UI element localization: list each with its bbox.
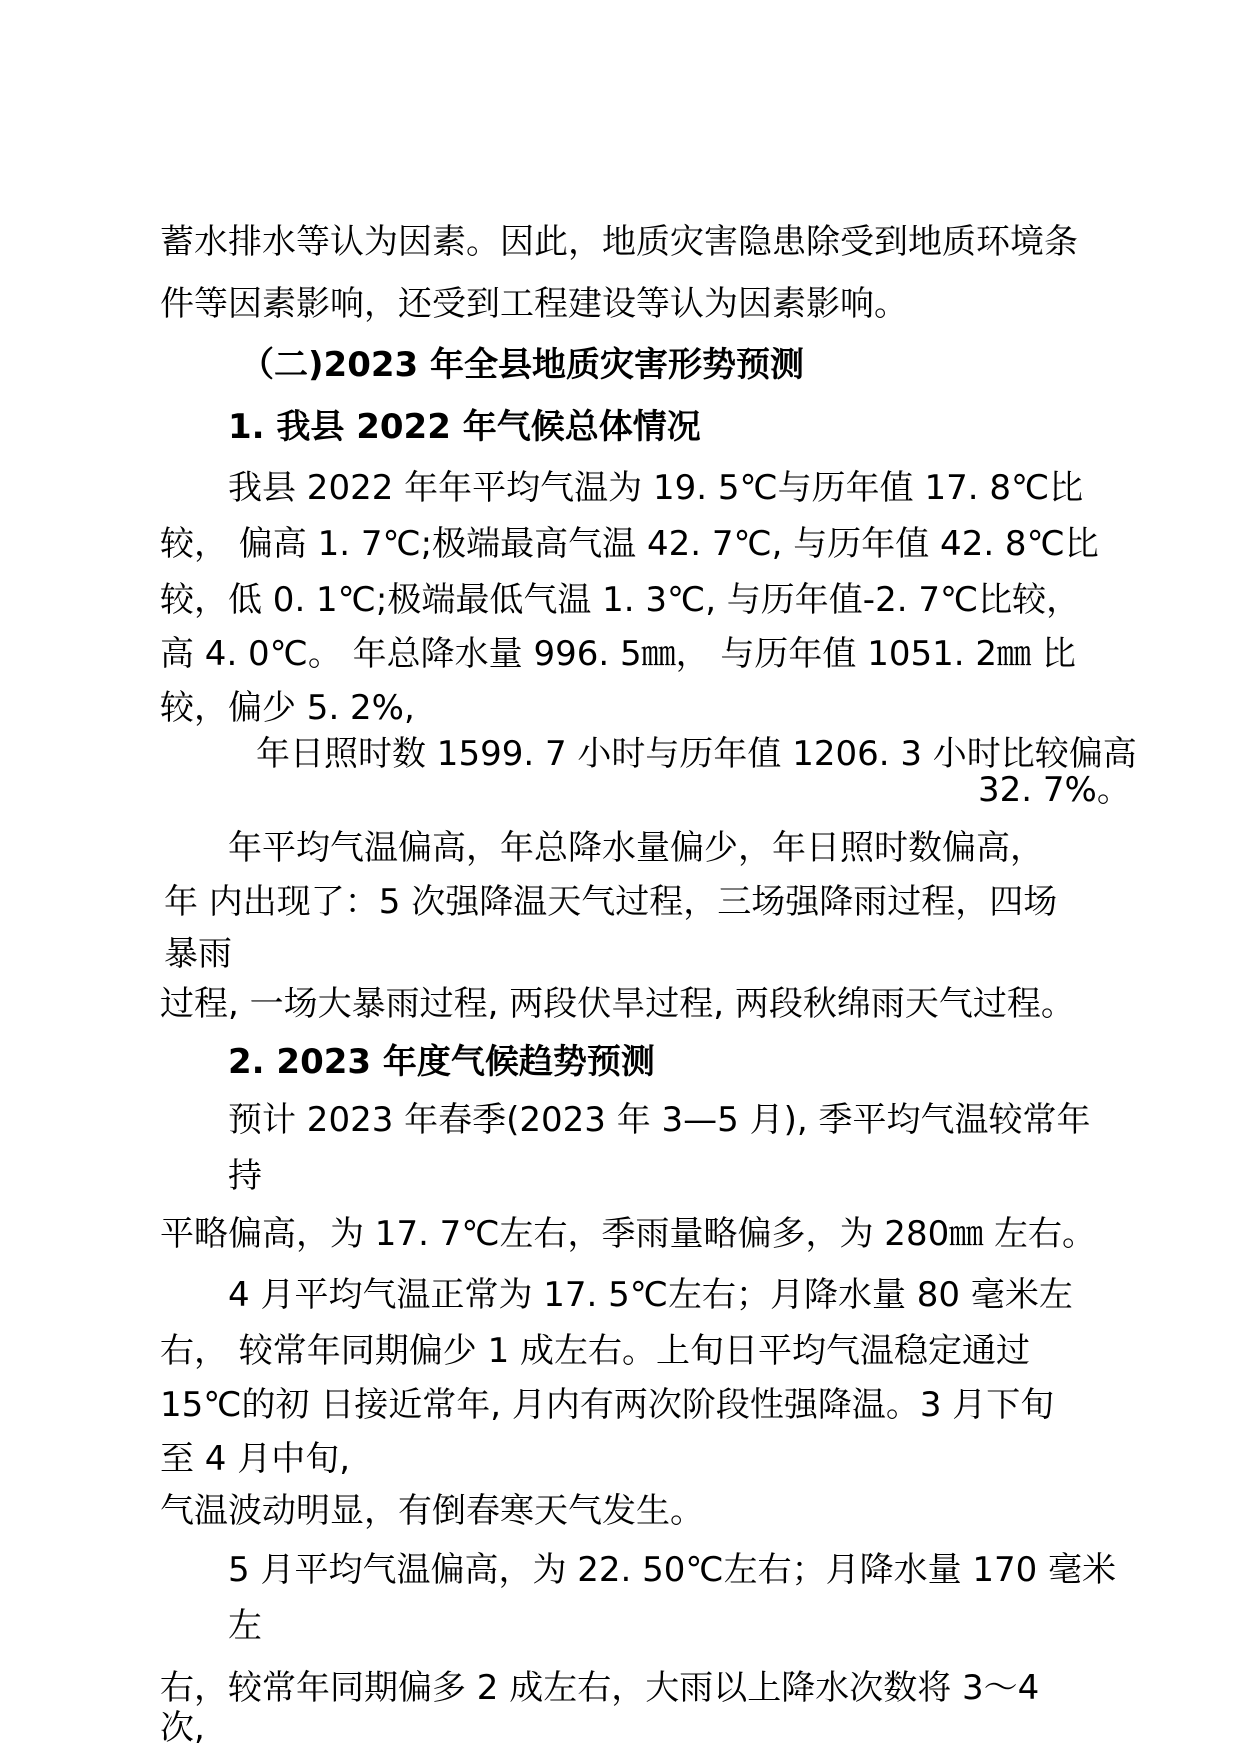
subsection-heading: 1. 我县 2022 年气候总体情况 [228,407,701,447]
paragraph-line: 年 内出现了：5 次强降温天气过程，三场强降雨过程，四场 [164,882,1058,922]
paragraph-line: 较， 偏高 1. 7℃;极端最高气温 42. 7℃, 与历年值 42. 8℃比 [160,524,1099,564]
paragraph-line: 我县 2022 年年平均气温为 19. 5℃与历年值 17. 8℃比 [228,468,1084,508]
paragraph-line: 左 [228,1606,262,1646]
paragraph-line: 右，较常年同期偏多 2 成左右，大雨以上降水次数将 3～4 [160,1668,1040,1708]
paragraph-line: 气温波动明显，有倒春寒天气发生。 [160,1491,704,1531]
paragraph-line: 15℃的初 日接近常年, 月内有两次阶段性强降温。3 月下旬 [160,1385,1055,1425]
section-heading: （二)2023 年全县地质灾害形势预测 [240,345,805,385]
paragraph-line: 年平均气温偏高，年总降水量偏少，年日照时数偏高， [228,828,1044,868]
paragraph-line: 平略偏高，为 17. 7℃左右，季雨量略偏多，为 280㎜ 左右。 [160,1214,1097,1254]
paragraph-line: 5 月平均气温偏高，为 22. 50℃左右；月降水量 170 毫米 [228,1550,1117,1590]
paragraph-line: 4 月平均气温正常为 17. 5℃左右；月降水量 80 毫米左 [228,1275,1073,1315]
paragraph-line: 预计 2023 年春季(2023 年 3—5 月), 季平均气温较常年 [228,1100,1091,1140]
paragraph-line: 过程, 一场大暴雨过程, 两段伏旱过程, 两段秋绵雨天气过程。 [160,984,1075,1024]
paragraph-line: 持 [228,1156,262,1196]
paragraph-line: 较，偏少 5. 2%, [160,688,415,728]
paragraph-line: 右， 较常年同期偏少 1 成左右。上旬日平均气温稳定通过 [160,1331,1031,1371]
paragraph-line: 蓄水排水等认为因素。因此，地质灾害隐患除受到地质环境条 [160,222,1078,262]
paragraph-line: 至 4 月中旬, [160,1439,351,1479]
paragraph-line: 32. 7%。 [978,770,1131,810]
paragraph-line: 年日照时数 1599. 7 小时与历年值 1206. 3 小时比较偏高 [256,734,1137,774]
paragraph-line: 件等因素影响，还受到工程建设等认为因素影响。 [160,284,908,324]
paragraph-line: 较，低 0. 1℃;极端最低气温 1. 3℃, 与历年值-2. 7℃比较， [160,580,1081,620]
paragraph-line: 暴雨 [164,934,232,974]
subsection-heading: 2. 2023 年度气候趋势预测 [228,1042,655,1082]
paragraph-line: 高 4. 0℃。 年总降水量 996. 5㎜， 与历年值 1051. 2㎜ 比 [160,634,1076,674]
paragraph-line: 次, [160,1708,205,1748]
